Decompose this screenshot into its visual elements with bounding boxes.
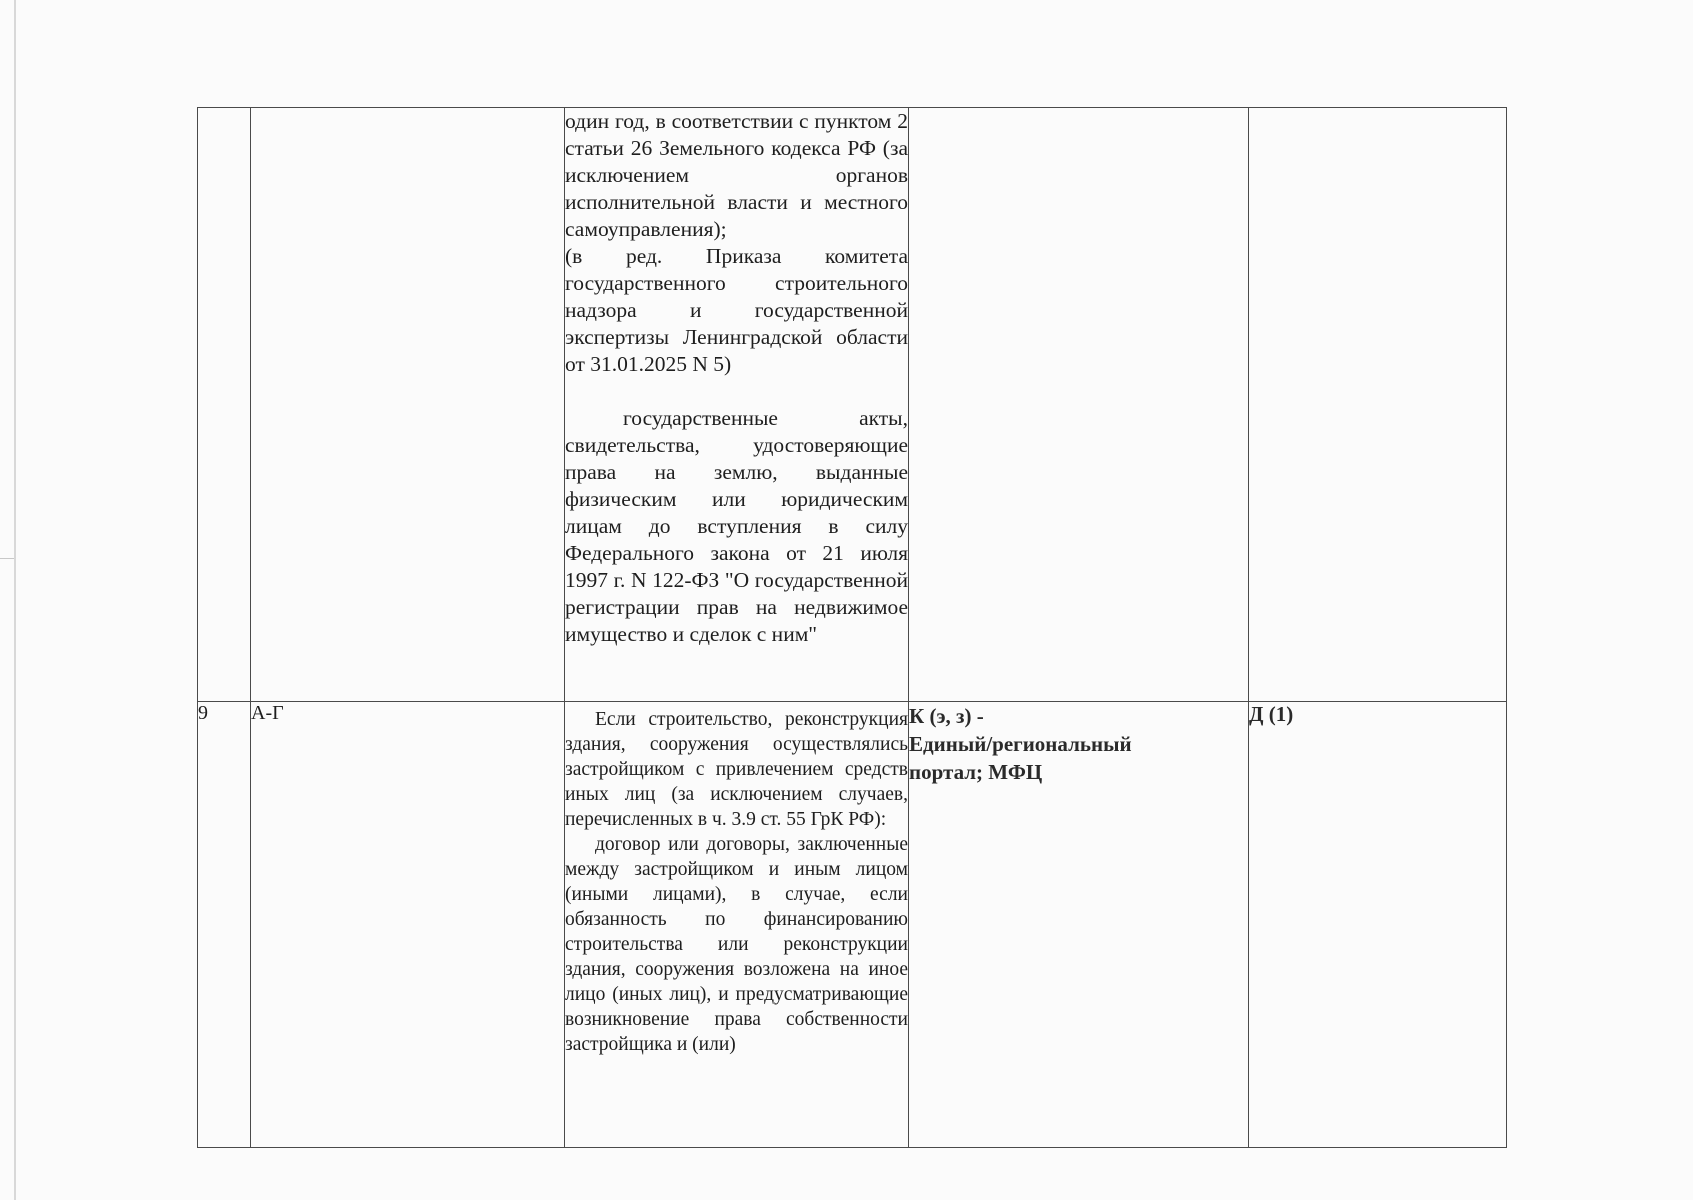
submission-way-line: портал; МФЦ bbox=[909, 760, 1043, 784]
document-paragraph: договор или договоры, заключенные между застройщиком и иным лицом (иными лицами), в случае, если обязанность по финансированию строительства или реконструкции здания, сооружения возложена на иное лицо (иных лиц), и предусматривающие возникновение права собственности застройщика и (или) bbox=[565, 834, 908, 1055]
table-row-9 bbox=[198, 702, 1507, 1148]
term-cell: Д (1) bbox=[1249, 702, 1507, 1148]
table-row-continued bbox=[198, 108, 1507, 702]
applicant-code-cell bbox=[251, 108, 565, 702]
documents-cell bbox=[565, 702, 909, 1148]
document-paragraph: государственные акты, свидетельства, удостоверяющие права на землю, выданные физическим или юридическим лицам до вступления в силу Федерального закона от 21 июля 1997 г. N 122-ФЗ "О государственной регистрации прав на недвижимое имущество и сделок с ним" bbox=[565, 406, 908, 646]
row-number-cell bbox=[198, 108, 251, 702]
submission-way-line: Единый/региональный bbox=[909, 732, 1132, 756]
document-paragraph: один год, в соответствии с пунктом 2 статьи 26 Земельного кодекса РФ (за исключением органов исполнительной власти и местного самоуправления); bbox=[565, 109, 908, 241]
document-paragraph: Если строительство, реконструкция здания, сооружения осуществлялись застройщиком с привлечением средств иных лиц (за исключением случаев, перечисленных в ч. 3.9 ст. 55 ГрК РФ): bbox=[565, 709, 908, 830]
scan-edge bbox=[14, 0, 16, 1200]
applicant-code-cell: А-Г bbox=[251, 702, 565, 1148]
row-number-cell: 9 bbox=[198, 702, 251, 1148]
submission-way-cell bbox=[909, 702, 1249, 1148]
document-paragraph: (в ред. Приказа комитета государственного строительного надзора и государственной экспертизы Ленинградской области от 31.01.2025 N 5) bbox=[565, 244, 908, 376]
scan-mark bbox=[0, 558, 14, 559]
submission-way-cell bbox=[909, 108, 1249, 702]
submission-way-line: К (э, з) - bbox=[909, 704, 984, 728]
term-cell bbox=[1249, 108, 1507, 702]
documents-cell bbox=[565, 108, 909, 702]
documents-table bbox=[197, 107, 1507, 1148]
